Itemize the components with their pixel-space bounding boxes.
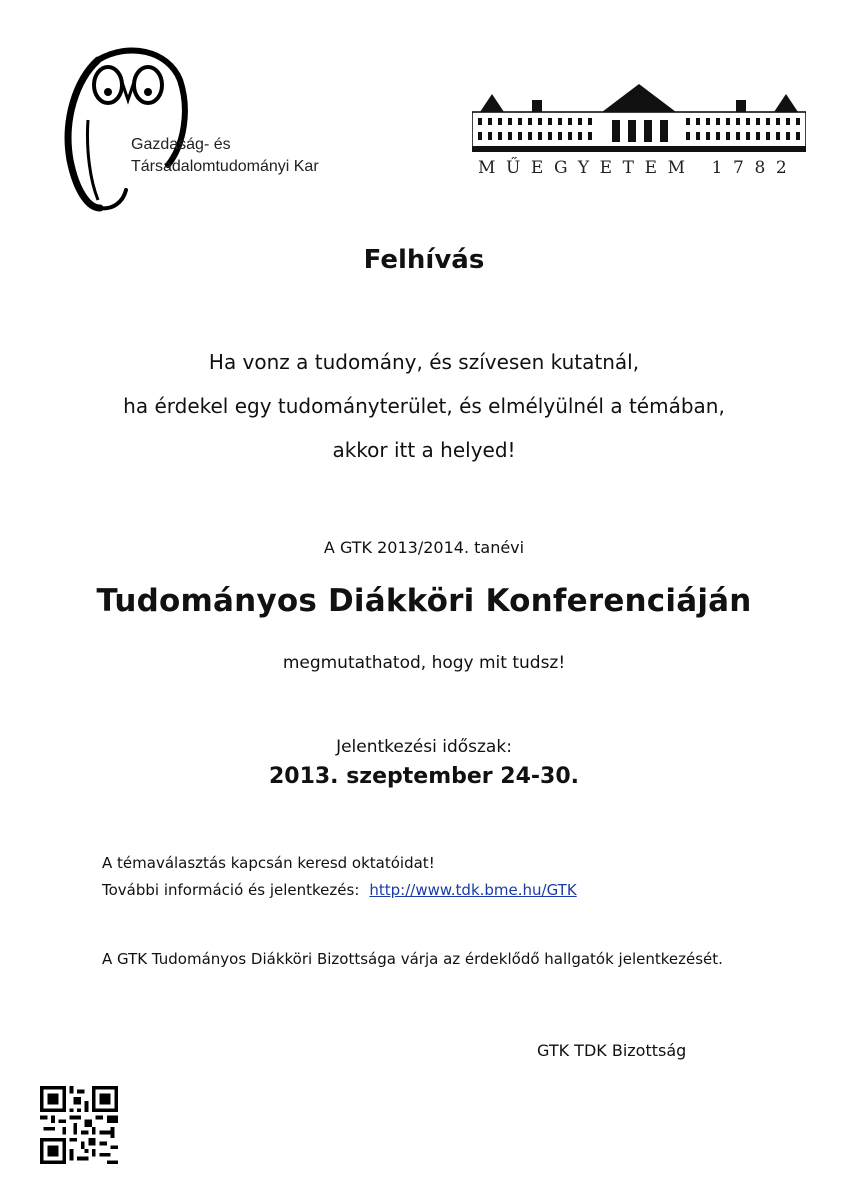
page-title: Felhívás <box>363 245 485 275</box>
info-block <box>102 850 577 904</box>
registration-label: Jelentkezési időszak: <box>336 737 512 757</box>
university-name: MŰEGYETEM 1782 <box>478 158 798 178</box>
tdk-link[interactable]: http://www.tdk.bme.hu/GTK <box>369 881 577 899</box>
info-line-1: A témaválasztás kapcsán keresd oktatóidat! <box>102 854 435 872</box>
conference-title: Tudományos Diákköri Konferenciáján <box>96 583 752 619</box>
intro-line-2: ha érdekel egy tudományterület, és elmélyülnél a témában, <box>123 394 725 418</box>
info-line-2 <box>102 877 577 904</box>
academic-year: A GTK 2013/2014. tanévi <box>323 538 525 557</box>
registration-period: 2013. szeptember 24-30. <box>268 764 580 789</box>
show-text: megmutathatod, hogy mit tudsz! <box>282 653 566 673</box>
committee-paragraph: A GTK Tudományos Diákköri Bizottsága várja az érdeklődő hallgatók jelentkezését. <box>102 950 723 968</box>
qr-code-icon <box>40 1086 118 1164</box>
intro-text <box>0 340 848 472</box>
header <box>0 0 848 230</box>
info-label: További információ és jelentkezés: <box>102 881 360 899</box>
faculty-line-2: Társadalomtudományi Kar <box>131 158 319 175</box>
signature: GTK TDK Bizottság <box>537 1041 687 1060</box>
intro-line-3: akkor itt a helyed! <box>332 438 516 462</box>
faculty-name <box>131 134 319 178</box>
owl-logo-icon <box>58 40 198 215</box>
university-building-icon <box>472 78 806 152</box>
faculty-line-1: Gazdaság- és <box>131 136 231 153</box>
intro-line-1: Ha vonz a tudomány, és szívesen kutatnál, <box>208 350 640 374</box>
